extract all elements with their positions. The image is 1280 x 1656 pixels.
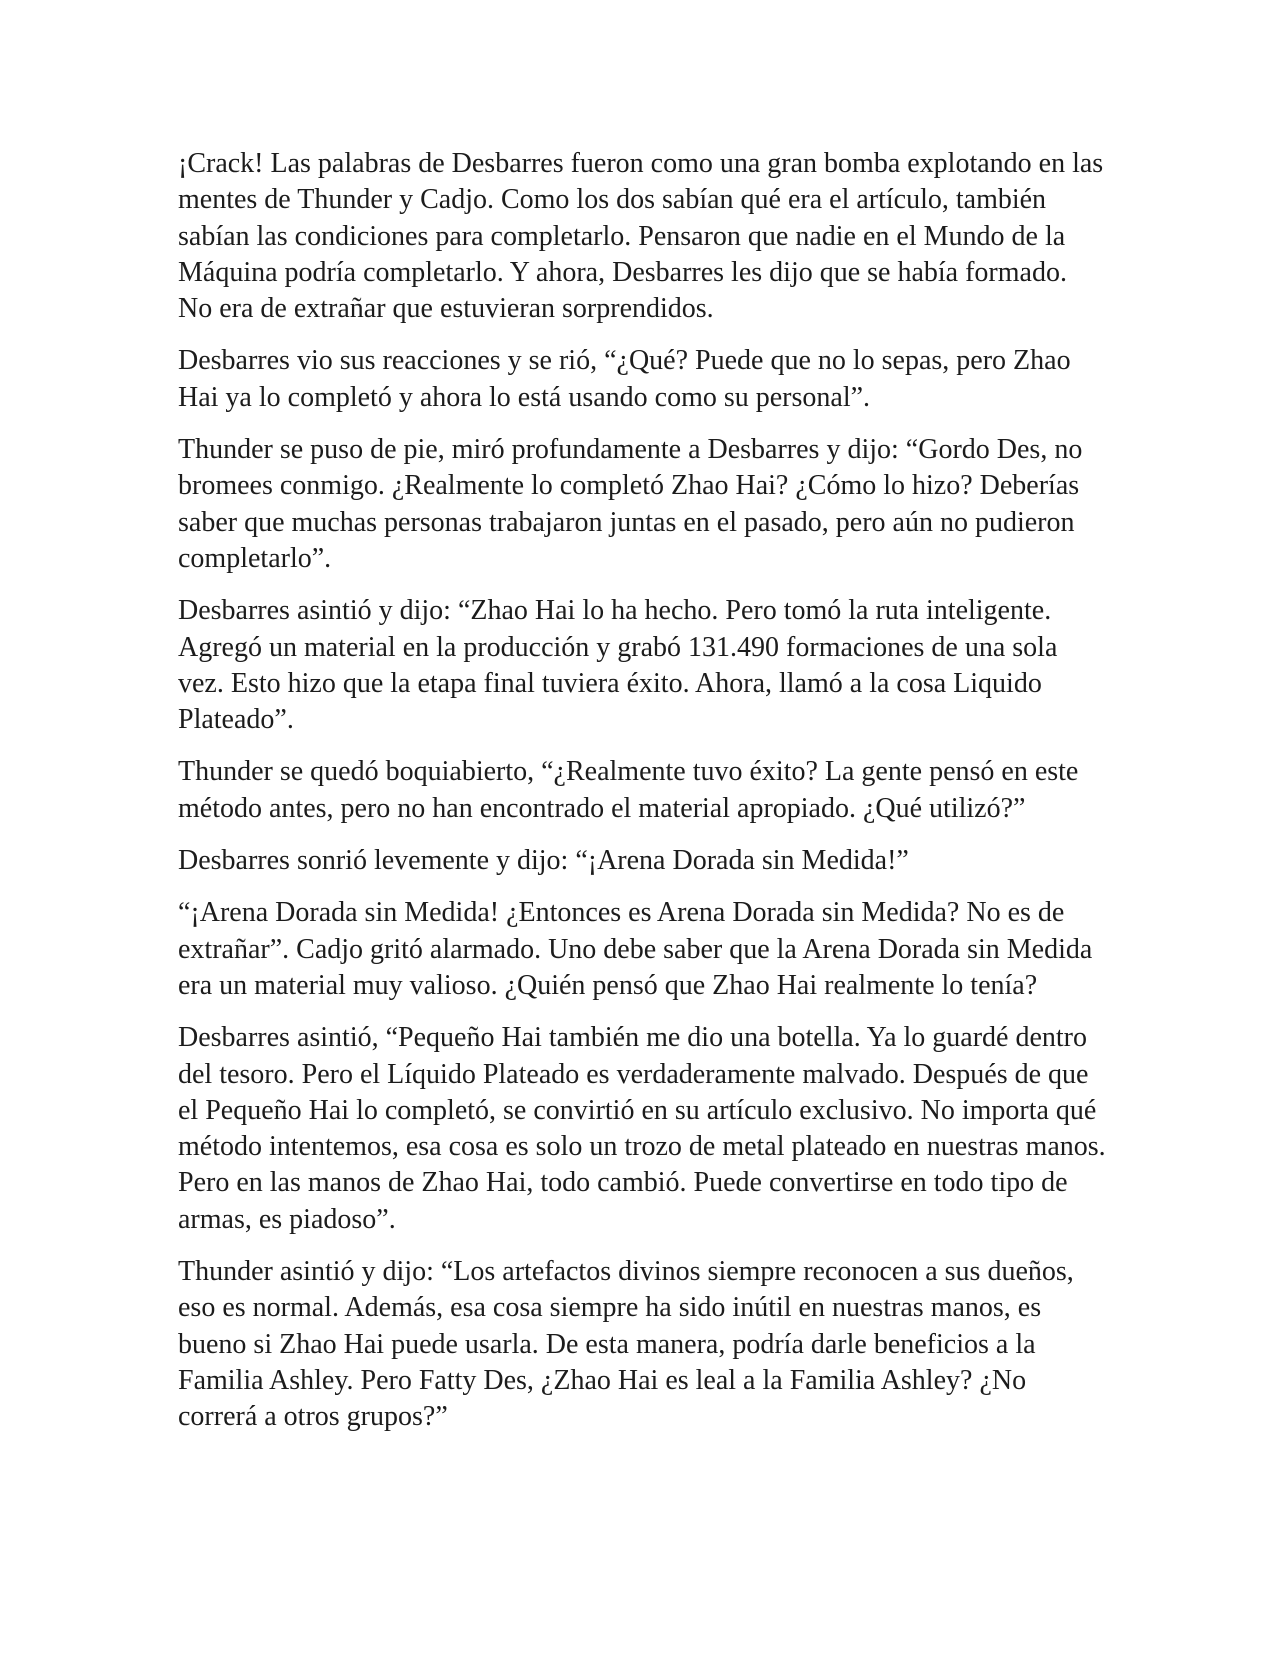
paragraph: Desbarres asintió, “Pequeño Hai también me dio una botella. Ya lo guardé dentro del tesoro. Pero el Líquido Plateado es verdaderamente malvado. Después de que el Pequeño Hai lo completó, se convirtió en su artículo exclusivo. No importa qué método intentemos, esa cosa es solo un trozo de metal plateado en nuestras manos. Pero en las manos de Zhao Hai, todo cambió. Puede convertirse en todo tipo de armas, es piadoso”.: [178, 1022, 1106, 1235]
paragraph: Desbarres asintió y dijo: “Zhao Hai lo ha hecho. Pero tomó la ruta inteligente. Agregó un material en la producción y grabó 131.490 formaciones de una sola vez. Esto hizo que la etapa final tuviera éxito. Ahora, llamó a la cosa Liquido Plateado”.: [178, 595, 1058, 736]
paragraph: Thunder se puso de pie, miró profundamente a Desbarres y dijo: “Gordo Des, no bromees conmigo. ¿Realmente lo completó Zhao Hai? ¿Cómo lo hizo? Deberías saber que muchas personas trabajaron juntas en el pasado, pero aún no pudieron completarlo”.: [178, 434, 1083, 574]
paragraph: Thunder se quedó boquiabierto, “¿Realmente tuvo éxito? La gente pensó en este método antes, pero no han encontrado el material apropiado. ¿Qué utilizó?”: [178, 756, 1079, 824]
paragraph: “¡Arena Dorada sin Medida! ¿Entonces es Arena Dorada sin Medida? No es de extrañar”. Cadjo gritó alarmado. Uno debe saber que la Arena Dorada sin Medida era un material muy valioso. ¿Quién pensó que Zhao Hai realmente lo tenía?: [178, 897, 1093, 1001]
paragraph: Desbarres vio sus reacciones y se rió, “¿Qué? Puede que no lo sepas, pero Zhao Hai ya lo completó y ahora lo está usando como su personal”.: [178, 345, 1071, 413]
paragraph: Thunder asintió y dijo: “Los artefactos divinos siempre reconocen a sus dueños, eso es normal. Además, esa cosa siempre ha sido inútil en nuestras manos, es bueno si Zhao Hai puede usarla. De esta manera, podría darle beneficios a la Familia Ashley. Pero Fatty Des, ¿Zhao Hai es leal a la Familia Ashley? ¿No correrá a otros grupos?”: [178, 1256, 1074, 1433]
paragraph: Desbarres sonrió levemente y dijo: “¡Arena Dorada sin Medida!”: [178, 845, 909, 877]
document-body: [178, 146, 1108, 1452]
paragraph: ¡Crack! Las palabras de Desbarres fueron como una gran bomba explotando en las mentes de Thunder y Cadjo. Como los dos sabían qué era el artículo, también sabían las condiciones para completarlo. Pensaron que nadie en el Mundo de la Máquina podría completarlo. Y ahora, Desbarres les dijo que se había formado. No era de extrañar que estuvieran sorprendidos.: [178, 148, 1104, 325]
